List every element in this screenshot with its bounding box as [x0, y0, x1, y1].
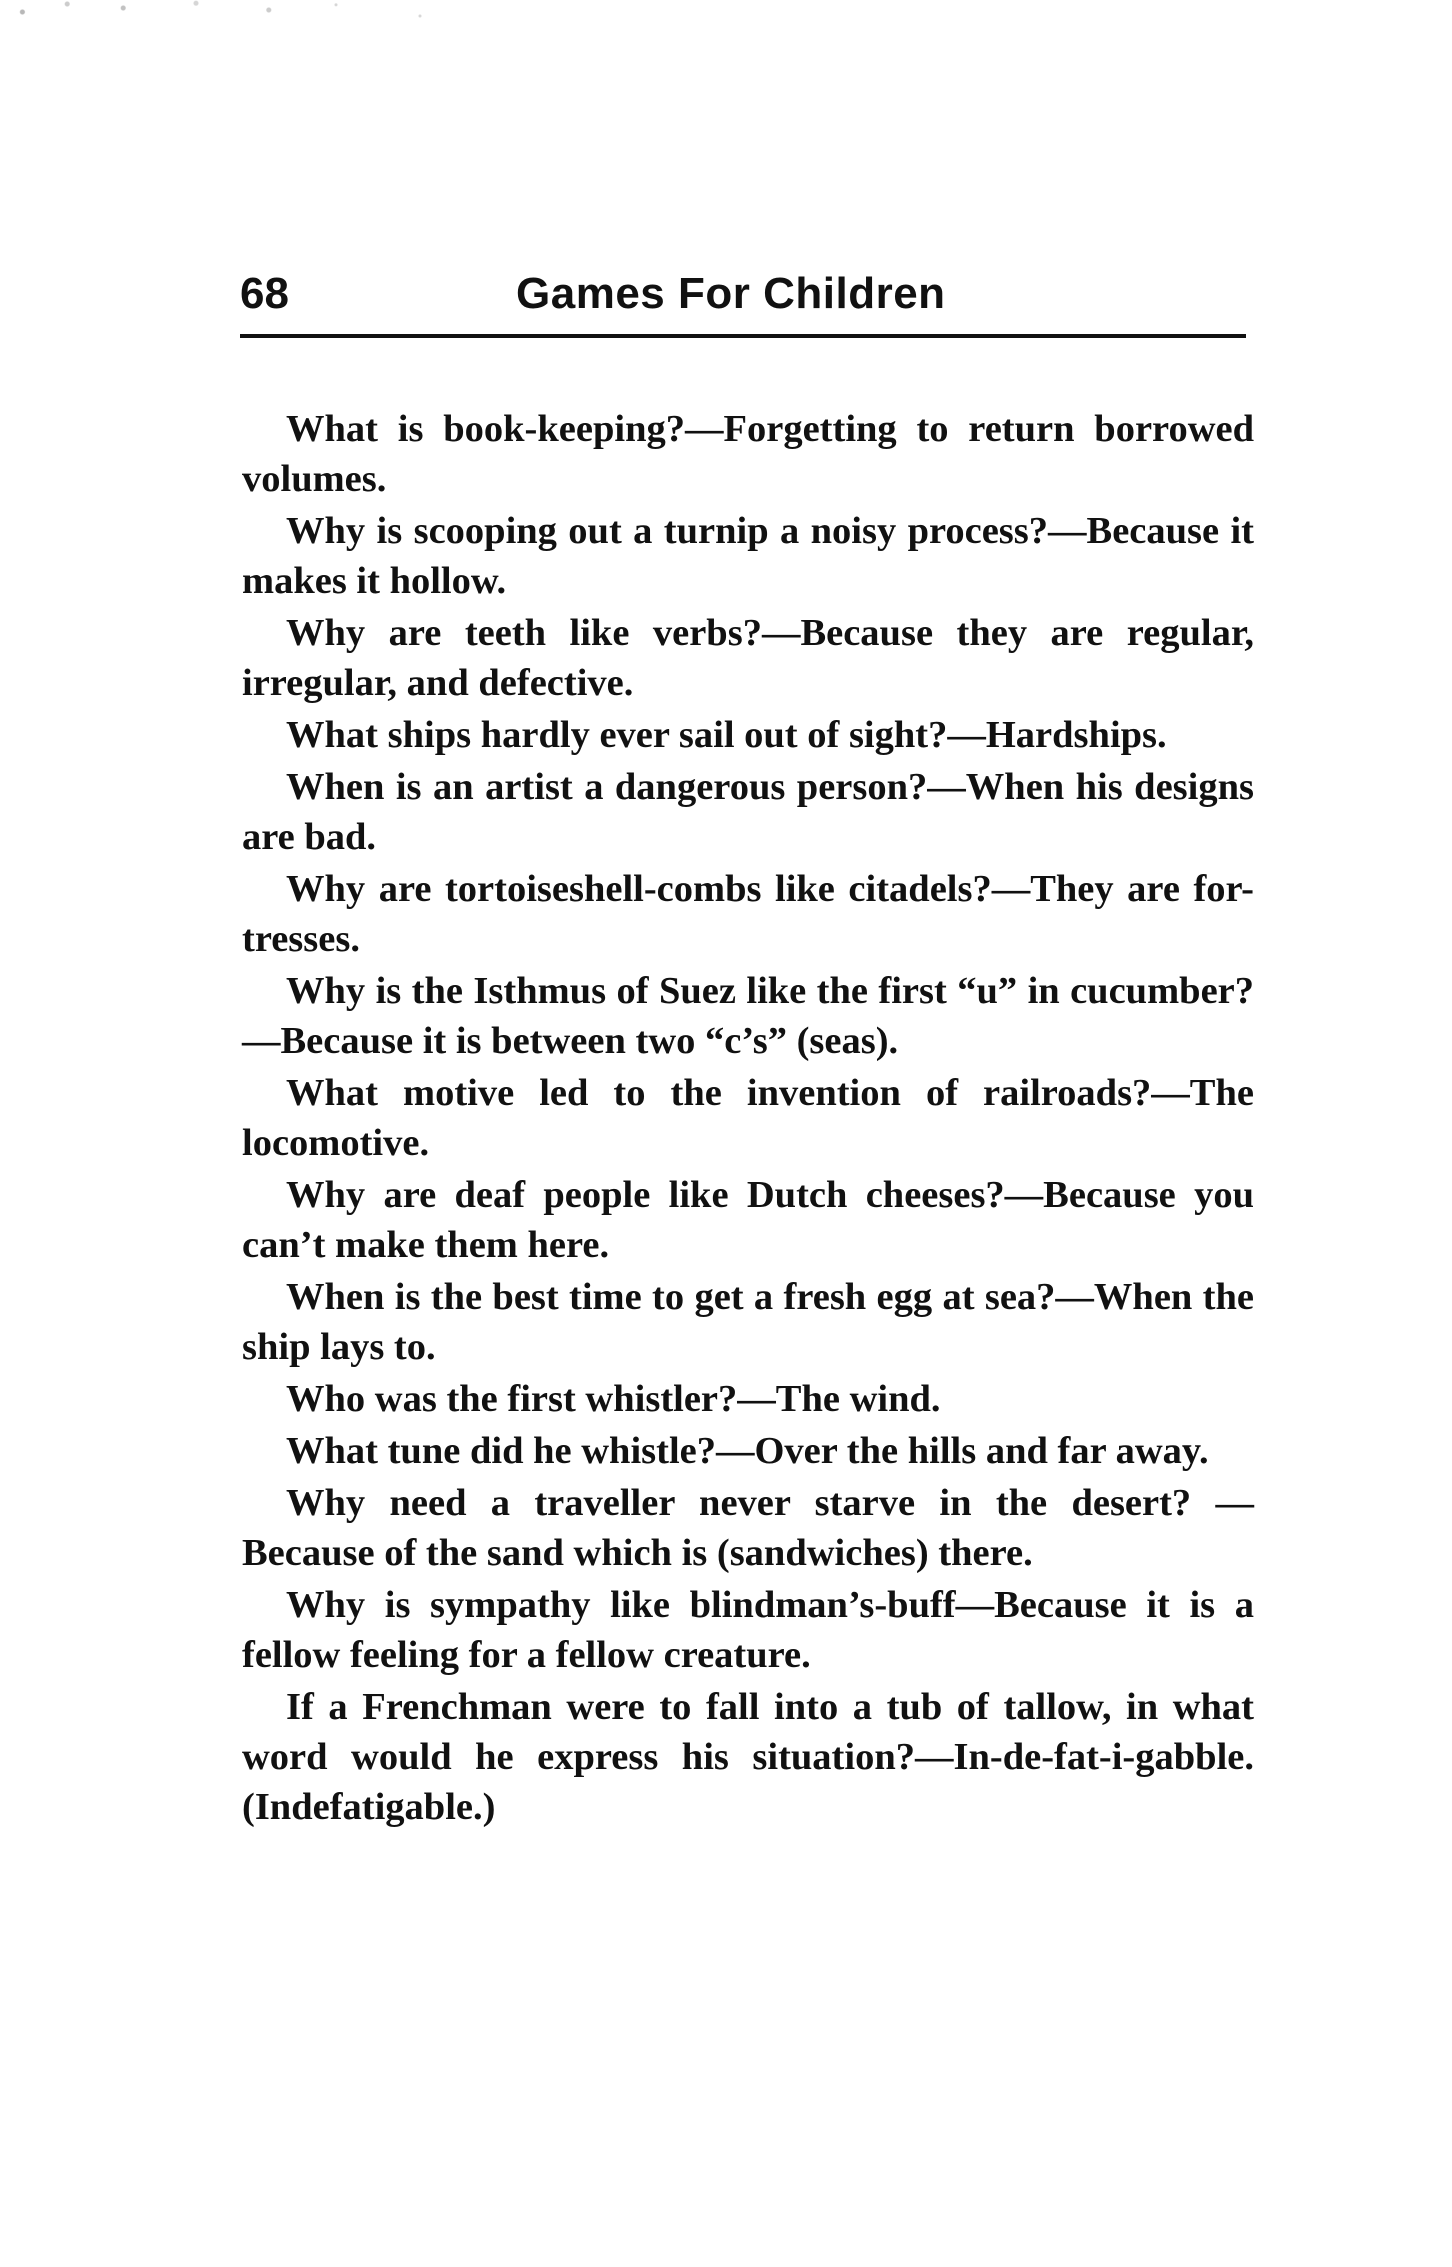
- riddle-paragraph: Why are teeth like verbs?—Because they are regular, irregular, and defective.: [242, 612, 1254, 704]
- page-number: 68: [240, 269, 289, 318]
- riddle-paragraph: Why are deaf people like Dutch cheeses?—Because you can’t make them here.: [242, 1174, 1254, 1266]
- riddle-paragraph: What is book-keeping?—Forgetting to return borrowed volumes.: [242, 408, 1254, 500]
- riddle-paragraph: What tune did he whistle?—Over the hills and far away.: [286, 1430, 1209, 1472]
- header-rule: [240, 334, 1246, 338]
- riddle-paragraph: Why need a traveller never starve in the desert? —Because of the sand which is (sandwiches) there.: [242, 1482, 1254, 1574]
- riddle-paragraph: Why is the Isthmus of Suez like the first “u” in cucumber?—Because it is between two “c’s” (seas).: [242, 970, 1254, 1062]
- scan-speckle: [0, 0, 560, 40]
- page-header: [240, 268, 1246, 320]
- riddle-paragraph: Why is scooping out a turnip a noisy process?—Because it makes it hollow.: [242, 510, 1254, 602]
- riddle-list: [242, 404, 1254, 1834]
- riddle-paragraph: What motive led to the invention of railroads?—The locomotive.: [242, 1072, 1254, 1164]
- riddle-paragraph: If a Frenchman were to fall into a tub of tallow, in what word would he express his situation?—In-de-fat-i-gabble. (Indefatigable.): [242, 1686, 1254, 1828]
- riddle-paragraph: Why is sympathy like blindman’s-buff—Because it is a fellow feeling for a fellow creature.: [242, 1584, 1254, 1676]
- riddle-paragraph: When is an artist a dangerous person?—When his designs are bad.: [242, 766, 1254, 858]
- riddle-paragraph: What ships hardly ever sail out of sight?—Hardships.: [286, 714, 1167, 756]
- riddle-paragraph: Why are tortoiseshell-combs like citadels?—They are for-tresses.: [242, 868, 1254, 960]
- riddle-paragraph: When is the best time to get a fresh egg at sea?—When the ship lays to.: [242, 1276, 1254, 1368]
- running-title: Games For Children: [516, 269, 946, 318]
- riddle-paragraph: Who was the first whistler?—The wind.: [286, 1378, 941, 1420]
